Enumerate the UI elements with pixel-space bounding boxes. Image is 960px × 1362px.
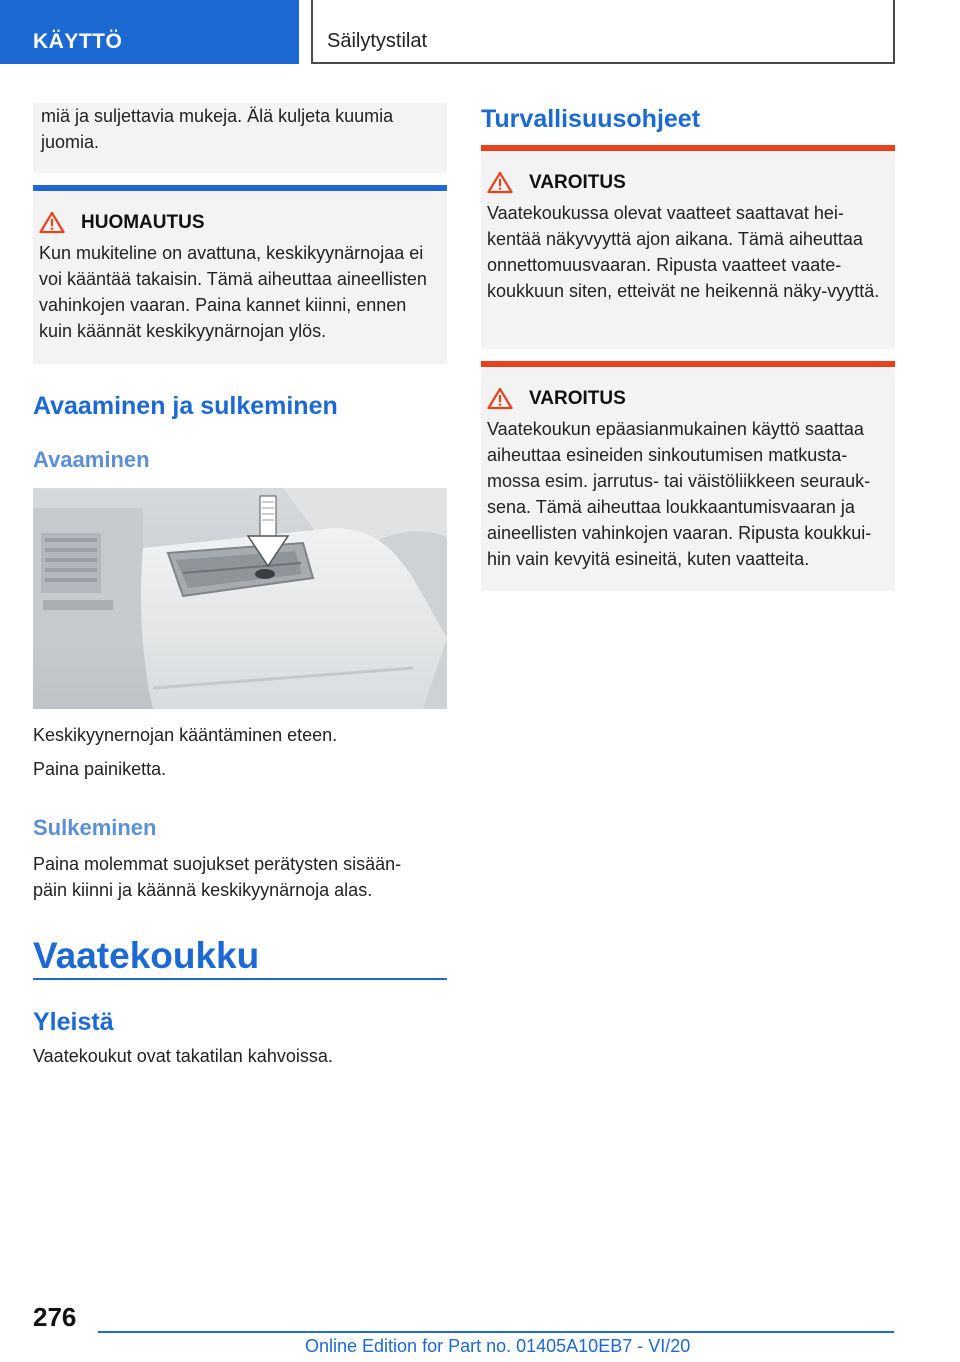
notice-text: Kun mukiteline on avattuna, keskikyynärnojaa ei voi kääntää takaisin. Tämä aiheuttaa aineellisten vahinkojen vaaran. Paina kannet kiinni, ennen kuin käännät keskikyynärnojan ylös.: [39, 243, 427, 341]
subheading-general: Yleistä: [33, 1008, 114, 1036]
close-text: Paina molemmat suojukset perätysten sisään-päin kiinni ja käännä keskikyynärnoja alas.: [33, 854, 402, 900]
warning2-box: [481, 367, 895, 591]
page-number: 276: [33, 1302, 77, 1332]
header-title: Säilytystilat: [327, 30, 428, 52]
warning-triangle-icon: [39, 211, 65, 234]
notice-box: [33, 191, 447, 364]
open-steps: [33, 722, 447, 782]
heading-open-close: Avaaminen ja sulkeminen: [33, 392, 338, 420]
open-step-1: Keskikyynernojan kääntäminen eteen.: [33, 725, 338, 745]
intro-box-text: miä ja suljettavia mukeja. Älä kuljeta kuumia juomia.: [41, 106, 394, 152]
heading-safety: Turvallisuusohjeet: [481, 105, 701, 133]
close-block: [33, 851, 433, 903]
warning2-label: VAROITUS: [529, 387, 626, 409]
heading-hook-underline: [33, 978, 447, 980]
heading-hook: Vaatekoukku: [33, 935, 260, 976]
footer-rule: [98, 1331, 894, 1333]
header-section-label: KÄYTTÖ: [33, 30, 123, 53]
armrest-illustration: [33, 488, 447, 709]
header-section-tab: [0, 0, 299, 64]
warning1-box: [481, 151, 895, 349]
intro-box: [33, 103, 447, 173]
warning1-heading: [487, 171, 887, 194]
general-text: Vaatekoukut ovat takatilan kahvoissa.: [33, 1046, 333, 1066]
footer-edition: Online Edition for Part no. 01405A10EB7 - VI/20: [305, 1336, 691, 1356]
warning2-text: Vaatekoukun epäasianmukainen käyttö saattaa aiheuttaa esineiden sinkoutumisen matkusta-mossa esim. jarrutus- tai väistöliikkeen seurauk-sena. Tämä aiheuttaa loukkaantumisvaaran ja aineellisten vahinkojen vaaran. Ripusta koukkui-hin vain kevyitä esineitä, kuten vaatteita.: [487, 419, 872, 569]
subheading-open: Avaaminen: [33, 447, 150, 472]
warning2-heading: [487, 387, 887, 410]
notice-heading: [39, 211, 439, 234]
warning-triangle-icon: [487, 387, 513, 410]
header-title-box: [311, 0, 895, 64]
warning-triangle-icon: [487, 171, 513, 194]
notice-label: HUOMAUTUS: [81, 211, 205, 233]
warning1-text: Vaatekoukussa olevat vaatteet saattavat hei-kentää näkyvyyttä ajon aikana. Tämä aiheuttaa onnettomuusvaaran. Ripusta vaatteet vaate-koukkuun siten, etteivät ne heikennä näky-vyyttä.: [487, 203, 880, 301]
open-step-2: Paina painiketta.: [33, 759, 167, 779]
warning1-label: VAROITUS: [529, 171, 626, 193]
general-block: [33, 1043, 447, 1069]
subheading-close: Sulkeminen: [33, 815, 157, 840]
